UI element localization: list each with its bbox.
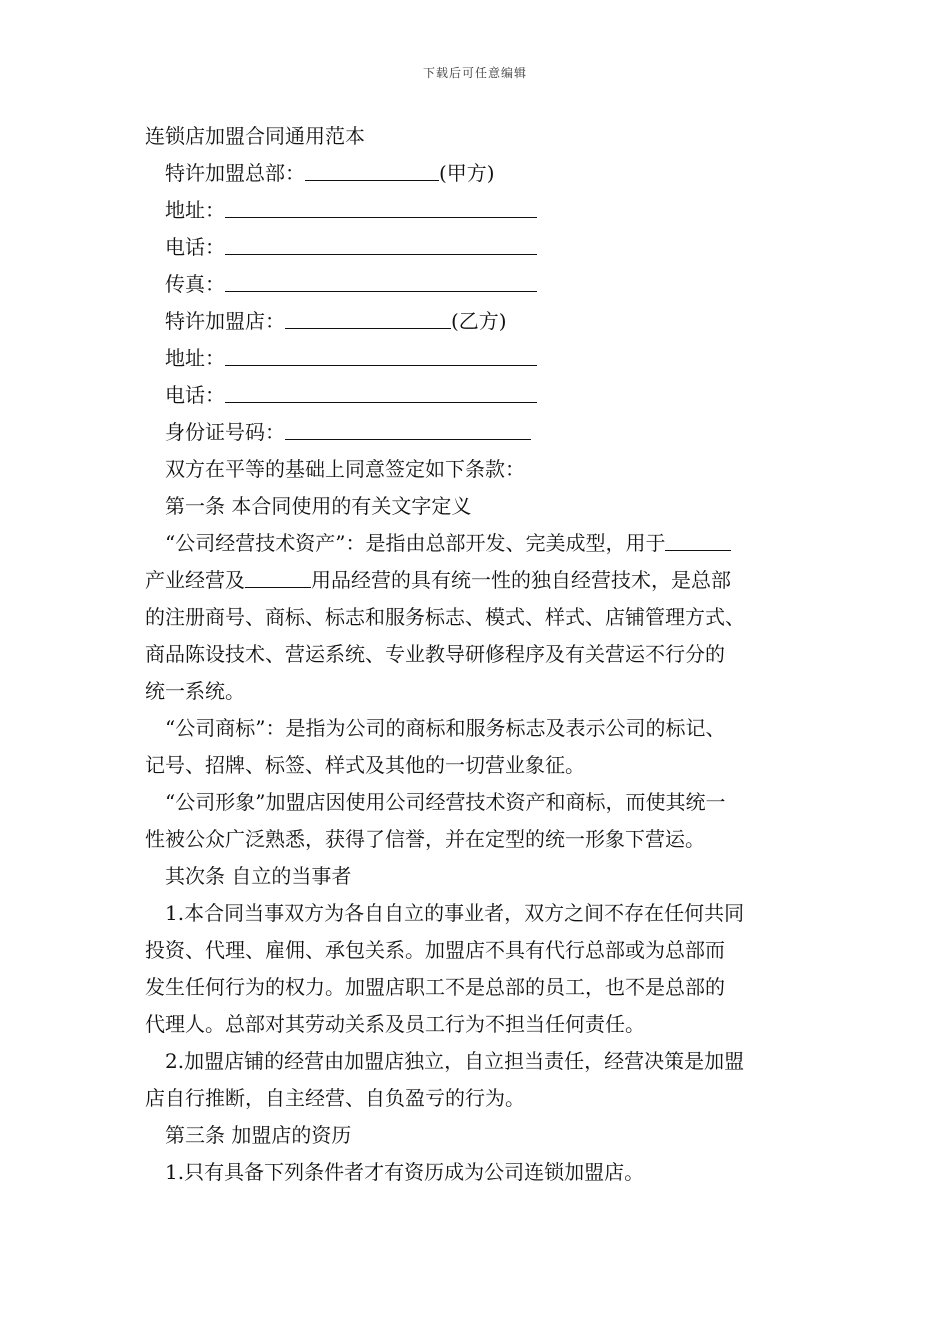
article-1-para-3-line-2: 性被公众广泛熟悉，获得了信誉，并在定型的统一形象下营运。	[145, 827, 705, 851]
party-a-phone-line	[145, 229, 825, 266]
article-1-para-1-line-1	[145, 525, 825, 562]
article-2-para-1-line-2: 投资、代理、雇佣、承包关系。加盟店不具有代行总部或为总部而	[145, 938, 725, 962]
party-b-id-line	[145, 414, 825, 451]
article-1-para-1-line-2	[145, 562, 825, 599]
party-b-name-blank[interactable]	[285, 306, 451, 329]
party-a-address-blank[interactable]	[225, 195, 537, 218]
party-a-label: 特许加盟总部：	[165, 161, 305, 185]
article-2-para-1-line-4: 代理人。总部对其劳动关系及员工行为不担当任何责任。	[145, 1012, 645, 1036]
article-1-para-1-line-4: 商品陈设技术、营运系统、专业教导研修程序及有关营运不行分的	[145, 642, 725, 666]
article-1-para-2-line-1: “公司商标”：是指为公司的商标和服务标志及表示公司的标记、	[165, 716, 726, 740]
document-title: 连锁店加盟合同通用范本	[145, 124, 365, 148]
article-1-para-1-text: “公司经营技术资产”：是指由总部开发、完美成型，用于	[165, 531, 666, 555]
party-a-suffix: (甲方)	[439, 161, 495, 185]
contract-document	[145, 118, 825, 1191]
article-1-para-3-line-1: “公司形象”加盟店因使用公司经营技术资产和商标，而使其统一	[165, 790, 726, 814]
party-a-address-line	[145, 192, 825, 229]
party-a-fax-blank[interactable]	[225, 269, 537, 292]
party-b-phone-line	[145, 377, 825, 414]
party-b-label: 特许加盟店：	[165, 309, 285, 333]
party-b-id-blank[interactable]	[285, 417, 531, 440]
article-1-para-1-line-5: 统一系统。	[145, 679, 245, 703]
party-a-name-line	[145, 155, 825, 192]
industry-blank-1[interactable]	[665, 528, 731, 551]
party-b-address-line	[145, 340, 825, 377]
party-b-id-label: 身份证号码：	[165, 420, 285, 444]
article-1-para-1-line-3: 的注册商号、商标、标志和服务标志、模式、样式、店铺管理方式、	[145, 605, 745, 629]
party-b-phone-label: 电话：	[165, 383, 225, 407]
article-1-para-1-text-a: 产业经营及	[145, 568, 245, 592]
party-a-name-blank[interactable]	[305, 158, 439, 181]
article-3-para-1-line-1: 1.只有具备下列条件者才有资历成为公司连锁加盟店。	[165, 1160, 645, 1184]
article-2-para-2-line-1: 2.加盟店铺的经营由加盟店独立，自立担当责任，经营决策是加盟	[165, 1049, 745, 1073]
article-2-para-1-line-3: 发生任何行为的权力。加盟店职工不是总部的员工，也不是总部的	[145, 975, 725, 999]
article-1-para-1-text-b: 用品经营的具有统一性的独自经营技术，是总部	[311, 568, 731, 592]
page-header-note: 下载后可任意编辑	[422, 66, 527, 80]
party-b-phone-blank[interactable]	[225, 380, 537, 403]
article-3-heading: 第三条 加盟店的资历	[165, 1123, 352, 1147]
article-2-heading: 其次条 自立的当事者	[165, 864, 352, 888]
party-b-suffix: (乙方)	[451, 309, 507, 333]
article-1-para-2-line-2: 记号、招牌、标签、样式及其他的一切营业象征。	[145, 753, 585, 777]
party-b-name-line	[145, 303, 825, 340]
party-b-address-label: 地址：	[165, 346, 225, 370]
party-a-fax-label: 传真：	[165, 272, 225, 296]
article-1-heading: 第一条 本合同使用的有关文字定义	[165, 494, 472, 518]
party-a-fax-line	[145, 266, 825, 303]
party-b-address-blank[interactable]	[225, 343, 537, 366]
party-a-phone-label: 电话：	[165, 235, 225, 259]
agreement-intro: 双方在平等的基础上同意签定如下条款：	[165, 457, 525, 481]
article-2-para-1-line-1: 1.本合同当事双方为各自自立的事业者，双方之间不存在任何共同	[165, 901, 745, 925]
article-2-para-2-line-2: 店自行推断，自主经营、自负盈亏的行为。	[145, 1086, 525, 1110]
party-a-address-label: 地址：	[165, 198, 225, 222]
party-a-phone-blank[interactable]	[225, 232, 537, 255]
industry-blank-2[interactable]	[245, 565, 311, 588]
